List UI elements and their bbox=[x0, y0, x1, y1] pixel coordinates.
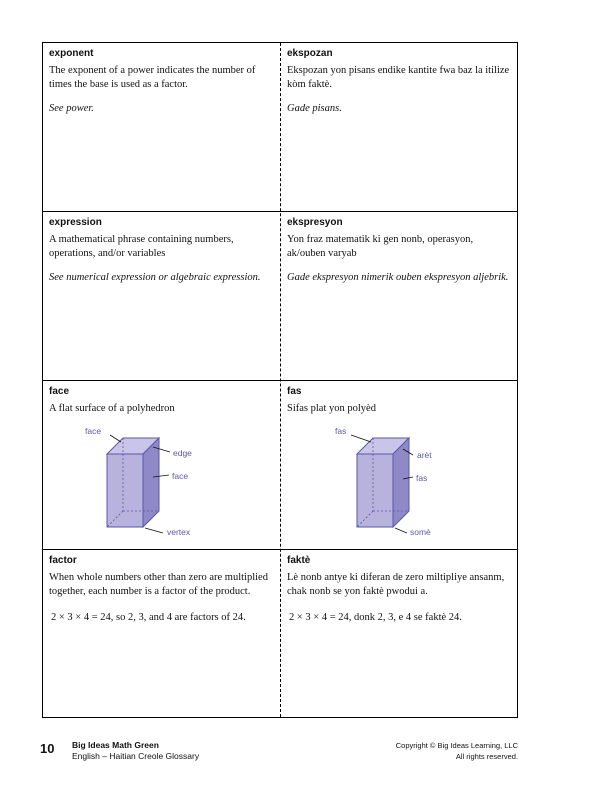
prism-front-face bbox=[357, 454, 393, 527]
term-title: faktè bbox=[287, 555, 311, 566]
footer-book-info bbox=[72, 740, 199, 762]
term-title: face bbox=[49, 386, 70, 397]
label-edge: edge bbox=[173, 448, 192, 458]
term-definition: A mathematical phrase containing numbers, operations, and/or variables bbox=[49, 234, 234, 259]
term-title: factor bbox=[49, 555, 77, 566]
glossary-subtitle: English – Haitian Creole Glossary bbox=[72, 751, 200, 761]
term-definition: The exponent of a power indicates the number of times the base is used as a factor. bbox=[49, 65, 256, 90]
term-see-also: Gade pisans. bbox=[287, 103, 342, 114]
page-number: 10 bbox=[40, 741, 55, 756]
prism-side-face bbox=[143, 438, 159, 527]
pointer-line bbox=[145, 528, 163, 533]
term-title: ekspozan bbox=[287, 48, 333, 59]
term-definition: Yon fraz matematik ki gen nonb, operasyon, ak/ouben varyab bbox=[287, 234, 474, 259]
term-title: expression bbox=[49, 217, 102, 228]
entry-expression-en bbox=[43, 212, 280, 380]
term-see-also: See numerical expression or algebraic expression. bbox=[49, 272, 261, 283]
term-example: 2 × 3 × 4 = 24, donk 2, 3, e 4 se faktè 24. bbox=[289, 612, 462, 623]
label-vertex: vertex bbox=[167, 527, 191, 535]
term-see-also: Gade ekspresyon nimerik ouben ekspresyon aljebrik. bbox=[287, 272, 509, 283]
label-edge: arèt bbox=[417, 450, 432, 460]
entry-exponent-en bbox=[43, 43, 280, 211]
prism-figure bbox=[333, 425, 463, 535]
entry-factor-en bbox=[43, 550, 280, 718]
prism-front-face bbox=[107, 454, 143, 527]
entry-face-en bbox=[43, 381, 280, 549]
term-title: exponent bbox=[49, 48, 94, 59]
entry-face-ht bbox=[281, 381, 518, 549]
term-definition: A flat surface of a polyhedron bbox=[49, 403, 175, 414]
footer-copyright bbox=[396, 740, 518, 762]
pointer-line bbox=[110, 435, 121, 442]
rights-text: All rights reserved. bbox=[455, 752, 518, 761]
label-face-top: face bbox=[85, 426, 102, 436]
entry-expression-ht bbox=[281, 212, 518, 380]
copyright-text: Copyright © Big Ideas Learning, LLC bbox=[395, 741, 518, 750]
label-face-side: face bbox=[172, 471, 189, 481]
label-face-side: fas bbox=[416, 473, 428, 483]
entry-factor-ht bbox=[281, 550, 518, 718]
label-vertex: somè bbox=[410, 527, 431, 535]
entry-exponent-ht bbox=[281, 43, 518, 211]
term-definition: When whole numbers other than zero are multiplied together, each number is a factor of the product. bbox=[49, 572, 268, 597]
term-title: ekspresyon bbox=[287, 217, 343, 228]
pointer-line bbox=[351, 435, 371, 442]
prism-figure bbox=[83, 425, 213, 535]
term-see-also: See power. bbox=[49, 103, 94, 114]
term-definition: Ekspozan yon pisans endike kantite fwa baz la itilize kòm faktè. bbox=[287, 65, 510, 90]
term-definition: Sifas plat yon polyèd bbox=[287, 403, 376, 414]
term-title: fas bbox=[287, 386, 302, 397]
glossary-table bbox=[42, 42, 518, 718]
book-title: Big Ideas Math Green bbox=[72, 740, 159, 750]
term-example: 2 × 3 × 4 = 24, so 2, 3, and 4 are factors of 24. bbox=[51, 612, 246, 623]
term-definition: Lè nonb antye ki diferan de zero miltipliye ansanm, chak nonb se yon faktè pwodui a. bbox=[287, 572, 505, 597]
pointer-line bbox=[395, 528, 407, 533]
label-face-top: fas bbox=[335, 426, 347, 436]
